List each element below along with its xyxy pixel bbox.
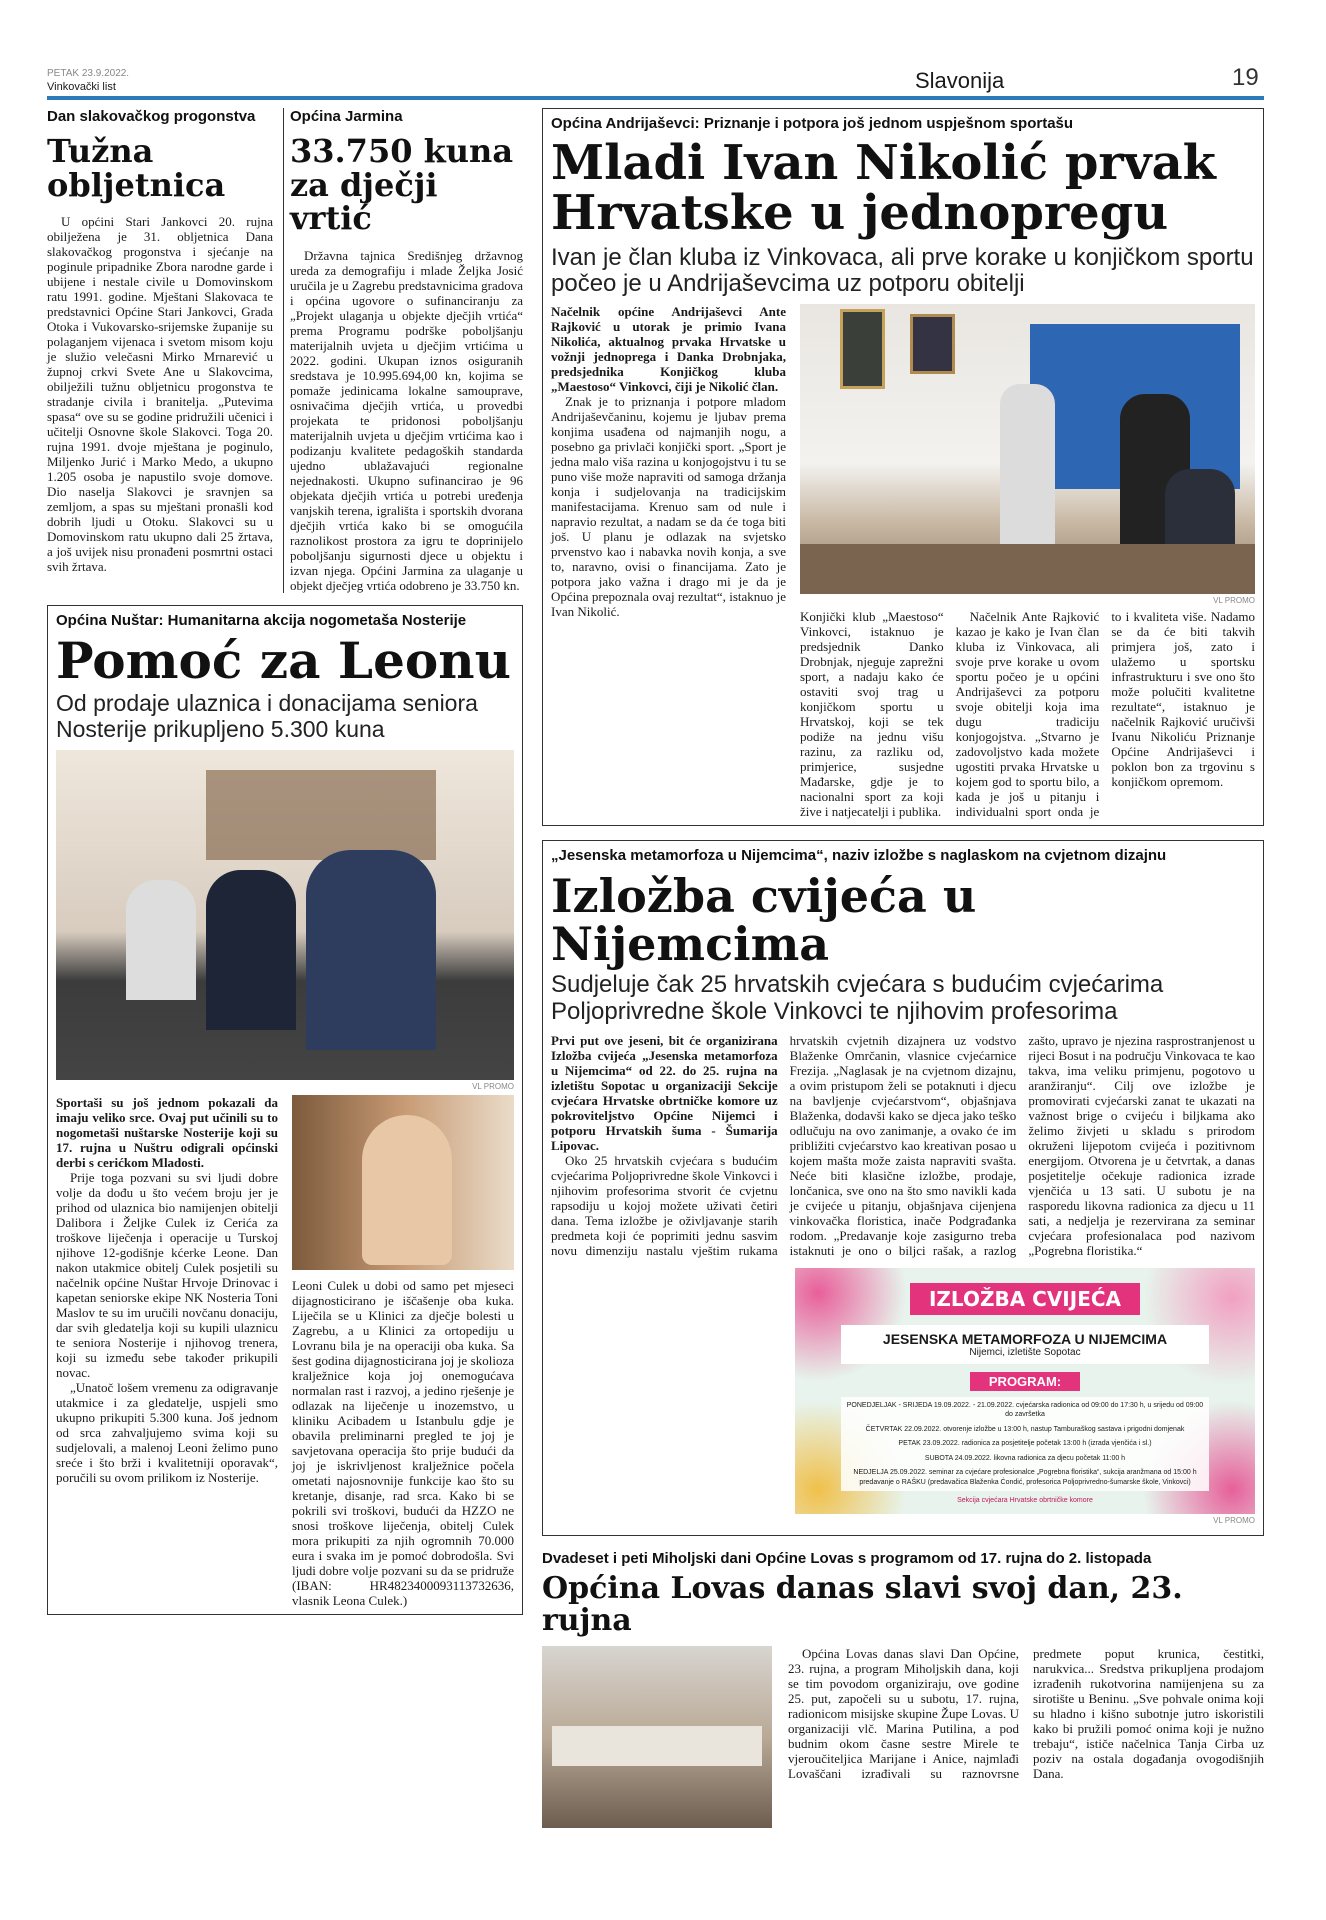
kicker: Dvadeset i peti Miholjski dani Općine Lovas s programom od 17. rujna do 2. listopada [542,1550,1152,1567]
photo-children-workshop [542,1646,772,1828]
poster-place: Nijemci, izletište Sopotac [969,1346,1081,1358]
article-djecji-vrtic [290,108,523,593]
headline: Mladi Ivan Nikolić prvak Hrvatske u jednopregu [551,135,1216,242]
article-columns: Prvi put ove jeseni, bit će organizirana Izložba cvijeća „Jesenska metamorfoza u Nijemcima“ od 22. do 25. rujna na izletištu Sopotac u organizaciji Sekcije cvjećara Hrvatske obrtničke komore uz pokroviteljstvo Općine Nijemci i potporu Hrvatskih šuma - Šumarija Lipovac. Oko 25 hrvatskih cvjećara s budućim cvjećarima Poljoprivredne škole Vinkovci i njihovim profesorima stvorit će cvjetnu rapsodiju u kojoj možete uživati četiri dana. Tema izložbe je oživljavanje starih predmeta koji će poprimiti jednu sasvim novu dimenziju nastalu vještim rukama hrvatskih cvjetnih dizajnera uz vodstvo Blaženke Omrčanin, vlasnice cvjećarnice Frezija. „Naglasak je na cvjetnom dizajnu, a ovim pristupom želi se potaknuti i djecu na bavljenje cvjećarstvom“, objašnjava Blaženka, dodavši kako se djeca jako teško odlučuju na ovo zanimanje, a ovako će im približiti cvjećarstvo kao kreativan posao u kojem mašta može zaista napraviti svašta. Neće biti klasične izložbe, prodaje, lončanica, sve ono na što smo navikli kada je cvijeće u pitanju, objašnjava cijenjena vinkovačka floristica, inače Podgrađanka rodom. „Predavanje koje zasigurno treba istaknuti je ono o biljci rašak, a razlog zašto, upravo je njezina rasprostranjenost u rijeci Bosut i na području Vinkovaca te kao takva, ima veliku primjenu, pogotovo u aranžiranju“. Cilj ove izložbe je promovirati cvjećarski zanat te ukazati na važnost brige o cvijeću i biljkama ako želimo živjeti u skladu s prirodom okruženi lijepotom cvijeća i pozitivnom energijom. Otvorena je u četvrtak, a danas posjetitelje očekuje radionica izrade vjenčića u 13 sati. U subotu je na rasporedu likovna radionica za djecu u 11 sati, a nedjelja je rezervirana za seminar cvjećara profesionalaca pod nazivom „Pogrebna floristika.“ [551,1032,1255,1258]
subtitle: Ivan je član kluba iz Vinkovaca, ali prve korake u konjičkom sportu počeo je u Andrijaševcima uz potporu obitelji [551,243,1254,298]
headline: Općina Lovas danas slavi svoj dan, 23. rujna [542,1571,1183,1638]
article-izlozba-cvijeca [542,840,1264,1536]
article-columns: Općina Lovas danas slavi Dan Općine, 23. rujna, a program Miholjskih dana, koji se tim povodom organiziraju, ove godine 25. put, započeli su u subotu, 17. rujna, radionicom misijske skupine Župe Lovas. U organizaciji vlč. Marina Putilina, a pod budnim okom časne sestre Mirele te vjeroučiteljica Marijane i Anice, najmlađi Lovaščani izrađivali su raznovrsne predmete poput krunica, čestitki, narukvica... Sredstva prikupljena prodajom izrađenih rukotvorina namijenjena su za sirotište u Beninu. „Sve pohvale onima koji su hladno i kišno subotnje jutro iskoristili kako bi pružili pomoć onima koji je nužno trebaju“, ističe načelnica Tanja Cirba uz poziv na ostala događanja ovogodišnjih Dana. [788,1646,1264,1781]
poster-event-name: JESENSKA METAMORFOZA U NIJEMCIMA [882,1330,1168,1347]
page-number: 19 [1232,64,1259,91]
headline: Pomoć za Leonu [56,630,511,690]
photo-family-visit [56,750,514,1080]
newspaper-name: Vinkovački list [47,81,116,93]
kicker: Dan slakovačkog progonstva [47,108,256,125]
kicker: „Jesenska metamorfoza u Nijemcima“, naziv izložbe s naglaskom na cvjetnom dizajnu [551,846,1167,864]
photo-credit: VL PROMO [472,1081,514,1091]
kicker: Općina Nuštar: Humanitarna akcija nogometaša Nosterije [56,611,467,629]
body: Državna tajnica Središnjeg državnog ureda za demografiju i mlade Željka Josić uručila je u Zagrebu predstavnicima gradova i općina ugovore o sufinanciranju za „Projekt ulaganja u objekte dječjih vrtića“ prema Programu podrške poboljšanju materijalnih uvjeta u dječjim vrtićima u 2022. godini. Ukupan iznos osiguranih sredstava je 10.995.694,00 kn, kojima se pomaže jedinicama lokalne samouprave, osnivačima dječjih vrtića, u provedbi projekata te pridonosi poboljšanju materijalnih uvjeta u dječjim vrtićima kao i podizanju kvalitete pedagoških standarda ujedno ublažavajući regionalne nejednakosti. Ukupno sufinancirao je 96 objekata dječjih vrtića u potrebi uređenja vanjskih terena, igrališta i sportskih dvorana dječjih vrtića kako bi se omogućila raznolikost prostora za igru te doprinijelo poboljšanju sigurnosti djece u objektu i izvan njega. Općini Jarmina za ulaganje u objekt dječjeg vrtića odobreno je 33.750 kn. [290,247,523,593]
article-opcina-lovas [542,1550,1264,1828]
article-tuzna-obljetnica [47,108,279,593]
poster-title: IZLOŽBA CVIJEĆA [910,1283,1140,1315]
left-column-group [47,108,523,1615]
headline: Izložba cvijeća u Nijemcima [551,868,977,971]
article-column: Sportaši su još jednom pokazali da imaju veliko srce. Ovaj put učinili su to nogometaši nuštarske Nosterije koji su 17. rujna u Nuštru odigrali općinski derbi s cerićkom Mladosti. Prije toga pozvani su svi ljudi dobre volje da dođu u što većem broju jer je prihod od ulaznica bio namijenjen obitelji Dalibora i Željke Culek iz Cerića za troškove liječenja i operacije u Turskoj njihove 12-godišnje kćerke Leone. Dan nakon utakmice obitelj Culek posjetili su načelnik općine Nuštar Hrvoje Drinovac i kapetan seniorske ekipe NK Nosteria Toni Maslov te su im uručili novčanu donaciju, dar svih gledatelja koji su kupili ulaznicu te seniora Nosterije i njihovog trenera, koji su između sebe također prikupili novac. „Unatoč lošem vremenu za odigravanje utakmice i za gledatelje, uspjeli smo ukupno prikupiti 5.300 kuna. Još jednom od srca zahvaljujemo svima koji su sudjelovali, a malenoj Leoni želimo puno sreće i što brži i kvalitetniji oporavak“, poručili su ovom prilikom iz Nosterije. [56,1094,278,1485]
photo-leona [292,1095,514,1270]
photo-credit: VL PROMO [1213,1516,1255,1525]
headline: Tužna obljetnica [47,132,226,204]
header-rule [47,96,1264,100]
right-column-group [542,108,1264,1828]
article-ivan-nikolic [542,108,1264,826]
poster-program-list: PONEDJELJAK - SRIJEDA 19.09.2022. - 21.09.2022. cvjećarska radionica od 09:00 do 17:30 h, u srijedu od 09:00 do završetka ČETVRTAK 22.09.2022. otvorenje izložbe u 13:00 h, nastup Tamburaškog sastava i prigodni domjenak PETAK 23.09.2022. radionica za posjetitelje početak 13:00 h (izrada vjenčića i sl.) SUBOTA 24.09.2022. likovna radionica za djecu početak 11:00 h NEDJELJA 25.09.2022. seminar za cvjećare profesionalce „Pogrebna floristika“, sukcija aranžmana od 15:00 h predavanje o RAŠKU (predavačica Blaženka Ćondić, profesorica Poljoprivredno-šumarske škole, Vinkovci) [841,1397,1209,1491]
photo-award-handshake [800,304,1255,594]
kicker: Općina Jarmina [290,108,403,125]
body: U općini Stari Jankovci 20. rujna obilježena je 31. obljetnica Dana slakovačkog progonstva i sjećanje na poginule pripadnike Zbora narodne garde i ubijene i nestale civile u Domovinskom ratu 1991. godine. Mještani Slakovaca te predstavnici Općine Stari Jankovci, Grada Otoka i Vukovarsko-srijemske županije su polaganjem vijenaca i svetom misom koju je služio velečasni Mirko Mrnarević u župnoj crkvi Svete Ane u Slakovcima, obilježili tužnu obljetnicu progonstva te stradanje civila i branitelja. „Putevima spasa“ ove su se godine pridružili učenici i učitelji Osnovne škole Slakovci. Toga 20. rujna 1991. dvoje mještana je poginulo, Miljenko Jurić i Marko Medo, a ukupno 1.205 osoba je napustilo svoje domove. Dio naselja Slakovci je sravnjen sa zemljom, a spas su mještani pronašli kod dobrih ljudi u Otoku. Slakovci su u Domovinskom ratu ukupno dali 25 žrtava, a još uvijek nisu pronađeni posmrtni ostaci svih žrtava. [47,214,273,575]
article-columns: Konjički klub „Maestoso“ Vinkovci, istaknuo je predsjednik Danko Drobnjak, njeguje zaprežni sport, a nadaju kako će ostaviti svoj trag u konjičkom sportu u Hrvatskoj, koji se tek podiže na jednu višu razinu, za razliku od, primjerice, susjedne Mađarske, gdje je to nacionalni sport za koji žive i natjecatelji i publika. Načelnik Ante Rajković kazao je kako je Ivan član kluba iz Vinkovaca, ali svoje prve korake u ovom sportu počeo je u općini Andrijaševci za potporu svoje obitelji koja ima dugu tradiciju konjogojstva. „Stvarno je zadovoljstvo kada možete ugostiti prvaka Hrvatske u kojem god to sportu bilo, a kada je još u pitanju i individualni sport onda je to i kvaliteta više. Nadamo se da će biti takvih primjera još, zato i ulažemo u sportsku infrastrukturu i sve ono što može polučiti kvalitetne rezultate“, istaknuo je načelnik Rajković uručivši Ivanu Nikoliću Priznanje Općine Andrijaševci i poklon bon za trgovinu s konjičkom opremom. [800,608,1255,819]
subtitle: Sudjeluje čak 25 hrvatskih cvjećara s budućim cvjećarima Poljoprivredne škole Vinkovci te njihovim profesorima [551,971,1164,1025]
event-poster [795,1268,1255,1514]
article-column: Načelnik općine Andrijaševci Ante Rajković u utorak je primio Ivana Nikolića, aktualnog prvaka Hrvatske u vožnji jednoprega i Danka Drobnjaka, predsjednika Konjičkog kluba „Maestoso“ Vinkovci, čiji je Nikolić član. Znak je to priznanja i potpore mladom Andrijaševčaninu, kojemu je ljubav prema konjima usađena od najmanjih nogu, a posebno ga privlači konjički sport. „Sport je jedna malo viša razina u konjogojstvu i tu se puno više može napraviti od samoga držanja konja i sudjelovanja na tradicijskim manifestacijama. Krenuo sam od nule i napravio rezultat, a nadam se da će toga biti još. U planu je odlazak na svjetsko prvenstvo kao i nabavka novih konja, a sve to, naravno, ovisi o financijama. Zato je potpora jako važna i drago mi je da je Općina prepoznala ovaj rezultat“, istaknuo je Ivan Nikolić. [551,303,786,619]
issue-date: PETAK 23.9.2022. [47,68,130,79]
poster-footer: Sekcija cvjećara Hrvatske obrtničke komore [957,1497,1093,1504]
section-name: Slavonija [915,68,1005,93]
article-column: Leoni Culek u dobi od samo pet mjeseci dijagnosticirano je iščašenje oba kuka. Liječila se u Klinici za dječje bolesti u Zagrebu, a u Klinici za ortopediju u Lovranu bila je na operaciji oba kuka. Sa šest godina dijagnosticirana joj je skolioza kralježnice koja joj onemogućava normalan rast i razvoj, a jedino rješenje je odlazak na liječenje u inozemstvo, u kliniku Acibadem u Istanbulu gdje je obavila preliminarni pregled te joj je savjetovana operacija što prije budući da joj je iskrivljenost kralježnice počela ometati najosnovnije funkcije kao što su kretanje, disanje, rad srca. Kako bi se pokrili svi troškovi, budući da HZZO ne snosi troškove liječenja, obitelj Culek mora prikupiti za njih ogromnih 70.000 eura i svaka im je pomoć dobrodošla. Svi ljudi dobre volje pozvani su da se pridruže (IBAN: HR4823400093113732636, vlasnik Leona Culek.) [292,1277,514,1608]
headline: 33.750 kuna za dječji vrtić [290,132,514,238]
divider [283,108,284,593]
kicker: Općina Andrijaševci: Priznanje i potpora još jednom uspješnom sportašu [551,115,1074,132]
poster-program-label: PROGRAM: [970,1372,1080,1391]
article-pomoc-za-leonu [47,605,523,1615]
subtitle: Od prodaje ulaznica i donacijama seniora Nosterije prikupljeno 5.300 kuna [56,690,478,742]
photo-credit: VL PROMO [1213,595,1255,605]
